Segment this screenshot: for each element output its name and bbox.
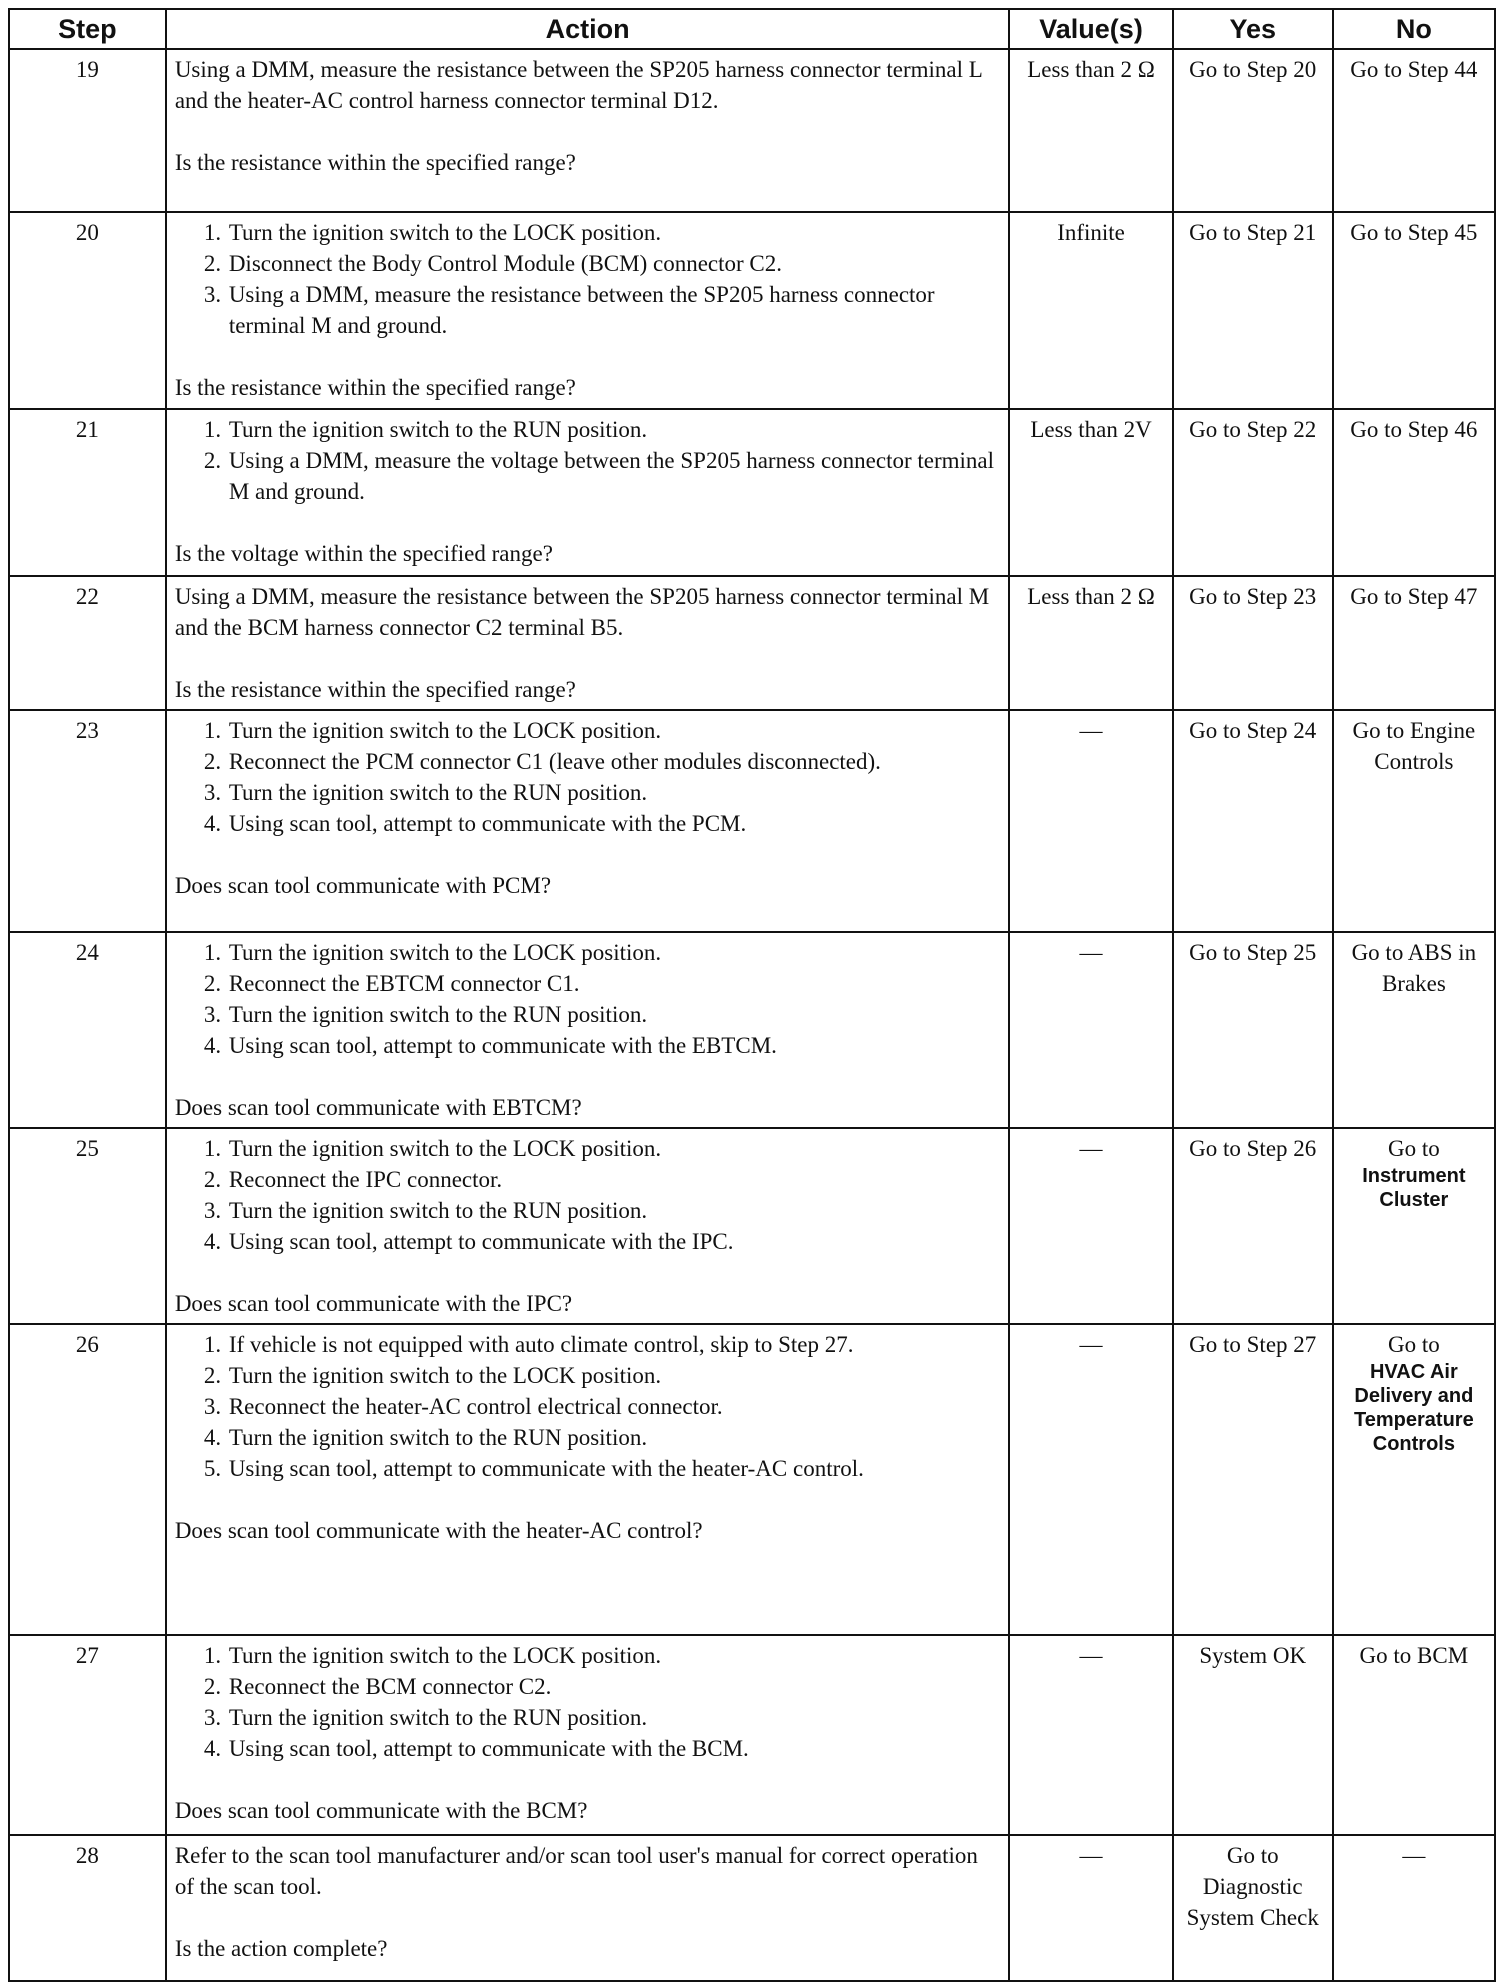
action-steps-list <box>175 217 1001 341</box>
table-row <box>9 1635 1495 1835</box>
diagnostic-table <box>8 8 1496 1982</box>
action-cell <box>166 49 1010 212</box>
action-intro: Using a DMM, measure the resistance between the SP205 harness connector terminal M and the BCM harness connector C2 terminal B5. <box>174 584 990 640</box>
table-row <box>9 710 1495 932</box>
no-cell-text: Go to <box>1388 1136 1440 1161</box>
action-cell <box>166 212 1010 409</box>
action-step-item: 4. Using scan tool, attempt to communicate with the BCM. <box>227 1733 1001 1764</box>
step-number: 20 <box>9 212 166 409</box>
action-question: Does scan tool communicate with the IPC? <box>174 1291 573 1316</box>
action-question: Is the voltage within the specified range? <box>174 541 553 566</box>
yes-cell: Go to Step 23 <box>1173 576 1333 710</box>
no-cell-text: Go to Step 45 <box>1350 220 1478 245</box>
header-step: Step <box>9 9 166 49</box>
action-step-item: 3. Turn the ignition switch to the RUN position. <box>227 777 1001 808</box>
action-question: Is the resistance within the specified range? <box>174 150 576 175</box>
value-cell: Infinite <box>1009 212 1172 409</box>
table-row <box>9 212 1495 409</box>
action-step-item: 2. Reconnect the IPC connector. <box>227 1164 1001 1195</box>
action-step-item: 2. Disconnect the Body Control Module (BCM) connector C2. <box>227 248 1001 279</box>
action-step-item: 2. Turn the ignition switch to the LOCK position. <box>227 1360 1001 1391</box>
no-cell-text: Go to ABS in Brakes <box>1351 940 1477 996</box>
action-cell <box>166 1635 1010 1835</box>
step-number: 21 <box>9 409 166 576</box>
action-step-item: 1. Turn the ignition switch to the LOCK position. <box>227 937 1001 968</box>
action-steps-list <box>175 715 1001 839</box>
action-cell <box>166 932 1010 1128</box>
action-steps-list <box>175 1640 1001 1764</box>
yes-cell: Go to Step 22 <box>1173 409 1333 576</box>
table-row <box>9 1324 1495 1635</box>
action-step-item: 1. Turn the ignition switch to the RUN position. <box>227 414 1001 445</box>
step-number: 27 <box>9 1635 166 1835</box>
yes-cell: Go to Diagnostic System Check <box>1173 1835 1333 1981</box>
no-cell <box>1333 932 1495 1128</box>
step-number: 19 <box>9 49 166 212</box>
step-number: 23 <box>9 710 166 932</box>
table-row <box>9 49 1495 212</box>
action-intro: Refer to the scan tool manufacturer and/or scan tool user's manual for correct operation of the scan tool. <box>174 1843 978 1899</box>
action-step-item: 1. Turn the ignition switch to the LOCK position. <box>227 217 1001 248</box>
yes-cell: Go to Step 26 <box>1173 1128 1333 1324</box>
no-cell-text: — <box>1402 1843 1426 1868</box>
no-cell-bold-reference: HVAC Air Delivery and Temperature Controls <box>1354 1361 1474 1455</box>
action-step-item: 1. Turn the ignition switch to the LOCK position. <box>227 1133 1001 1164</box>
action-steps-list <box>175 414 1001 507</box>
yes-cell: System OK <box>1173 1635 1333 1835</box>
action-step-item: 4. Turn the ignition switch to the RUN position. <box>227 1422 1001 1453</box>
action-question: Is the resistance within the specified range? <box>174 375 576 400</box>
step-number: 25 <box>9 1128 166 1324</box>
yes-cell: Go to Step 27 <box>1173 1324 1333 1635</box>
step-number: 26 <box>9 1324 166 1635</box>
action-step-item: 2. Using a DMM, measure the voltage between the SP205 harness connector terminal M and ground. <box>227 445 1001 507</box>
action-question: Is the action complete? <box>174 1936 388 1961</box>
action-question: Does scan tool communicate with the heater-AC control? <box>174 1518 703 1543</box>
no-cell <box>1333 1835 1495 1981</box>
action-cell <box>166 576 1010 710</box>
value-cell: — <box>1009 1635 1172 1835</box>
table-row <box>9 1835 1495 1981</box>
no-cell <box>1333 1635 1495 1835</box>
table-row <box>9 409 1495 576</box>
table-row <box>9 1128 1495 1324</box>
value-cell: — <box>1009 932 1172 1128</box>
action-step-item: 1. If vehicle is not equipped with auto climate control, skip to Step 27. <box>227 1329 1001 1360</box>
no-cell-text: Go to <box>1388 1332 1440 1357</box>
step-number: 28 <box>9 1835 166 1981</box>
yes-cell: Go to Step 20 <box>1173 49 1333 212</box>
action-step-item: 3. Turn the ignition switch to the RUN position. <box>227 1702 1001 1733</box>
value-cell: Less than 2 Ω <box>1009 576 1172 710</box>
no-cell-text: Go to Step 44 <box>1350 57 1478 82</box>
header-values: Value(s) <box>1009 9 1172 49</box>
no-cell <box>1333 409 1495 576</box>
value-cell: — <box>1009 1324 1172 1635</box>
no-cell <box>1333 1324 1495 1635</box>
action-steps-list <box>175 1329 1001 1484</box>
table-row <box>9 932 1495 1128</box>
value-cell: — <box>1009 1835 1172 1981</box>
value-cell: — <box>1009 1128 1172 1324</box>
value-cell: — <box>1009 710 1172 932</box>
header-action: Action <box>166 9 1010 49</box>
action-steps-list <box>175 1133 1001 1257</box>
action-step-item: 3. Reconnect the heater-AC control electrical connector. <box>227 1391 1001 1422</box>
action-cell <box>166 409 1010 576</box>
no-cell <box>1333 1128 1495 1324</box>
table-row <box>9 576 1495 710</box>
action-cell <box>166 1128 1010 1324</box>
value-cell: Less than 2V <box>1009 409 1172 576</box>
action-step-item: 4. Using scan tool, attempt to communicate with the IPC. <box>227 1226 1001 1257</box>
action-intro: Using a DMM, measure the resistance between the SP205 harness connector terminal L and the heater-AC control harness connector terminal D12. <box>174 57 982 113</box>
no-cell <box>1333 576 1495 710</box>
action-question: Is the resistance within the specified range? <box>174 677 576 702</box>
no-cell <box>1333 710 1495 932</box>
action-step-item: 2. Reconnect the EBTCM connector C1. <box>227 968 1001 999</box>
action-step-item: 4. Using scan tool, attempt to communicate with the PCM. <box>227 808 1001 839</box>
action-step-item: 3. Turn the ignition switch to the RUN position. <box>227 999 1001 1030</box>
action-step-item: 2. Reconnect the PCM connector C1 (leave other modules disconnected). <box>227 746 1001 777</box>
no-cell-text: Go to Step 46 <box>1350 417 1478 442</box>
action-step-item: 1. Turn the ignition switch to the LOCK position. <box>227 1640 1001 1671</box>
no-cell-text: Go to BCM <box>1359 1643 1469 1668</box>
action-question: Does scan tool communicate with EBTCM? <box>174 1095 582 1120</box>
header-row <box>9 9 1495 49</box>
action-step-item: 1. Turn the ignition switch to the LOCK position. <box>227 715 1001 746</box>
action-question: Does scan tool communicate with the BCM? <box>174 1798 588 1823</box>
action-step-item: 3. Turn the ignition switch to the RUN position. <box>227 1195 1001 1226</box>
action-step-item: 5. Using scan tool, attempt to communicate with the heater-AC control. <box>227 1453 1001 1484</box>
no-cell-bold-reference: Instrument Cluster <box>1362 1165 1466 1211</box>
no-cell-text: Go to Step 47 <box>1350 584 1478 609</box>
action-question: Does scan tool communicate with PCM? <box>174 873 552 898</box>
action-cell <box>166 710 1010 932</box>
yes-cell: Go to Step 25 <box>1173 932 1333 1128</box>
action-step-item: 2. Reconnect the BCM connector C2. <box>227 1671 1001 1702</box>
yes-cell: Go to Step 21 <box>1173 212 1333 409</box>
action-cell <box>166 1324 1010 1635</box>
action-cell <box>166 1835 1010 1981</box>
no-cell <box>1333 49 1495 212</box>
yes-cell: Go to Step 24 <box>1173 710 1333 932</box>
no-cell <box>1333 212 1495 409</box>
header-yes: Yes <box>1173 9 1333 49</box>
value-cell: Less than 2 Ω <box>1009 49 1172 212</box>
no-cell-text: Go to Engine Controls <box>1352 718 1476 774</box>
action-steps-list <box>175 937 1001 1061</box>
action-step-item: 4. Using scan tool, attempt to communicate with the EBTCM. <box>227 1030 1001 1061</box>
step-number: 24 <box>9 932 166 1128</box>
step-number: 22 <box>9 576 166 710</box>
action-step-item: 3. Using a DMM, measure the resistance between the SP205 harness connector terminal M and ground. <box>227 279 1001 341</box>
header-no: No <box>1333 9 1495 49</box>
